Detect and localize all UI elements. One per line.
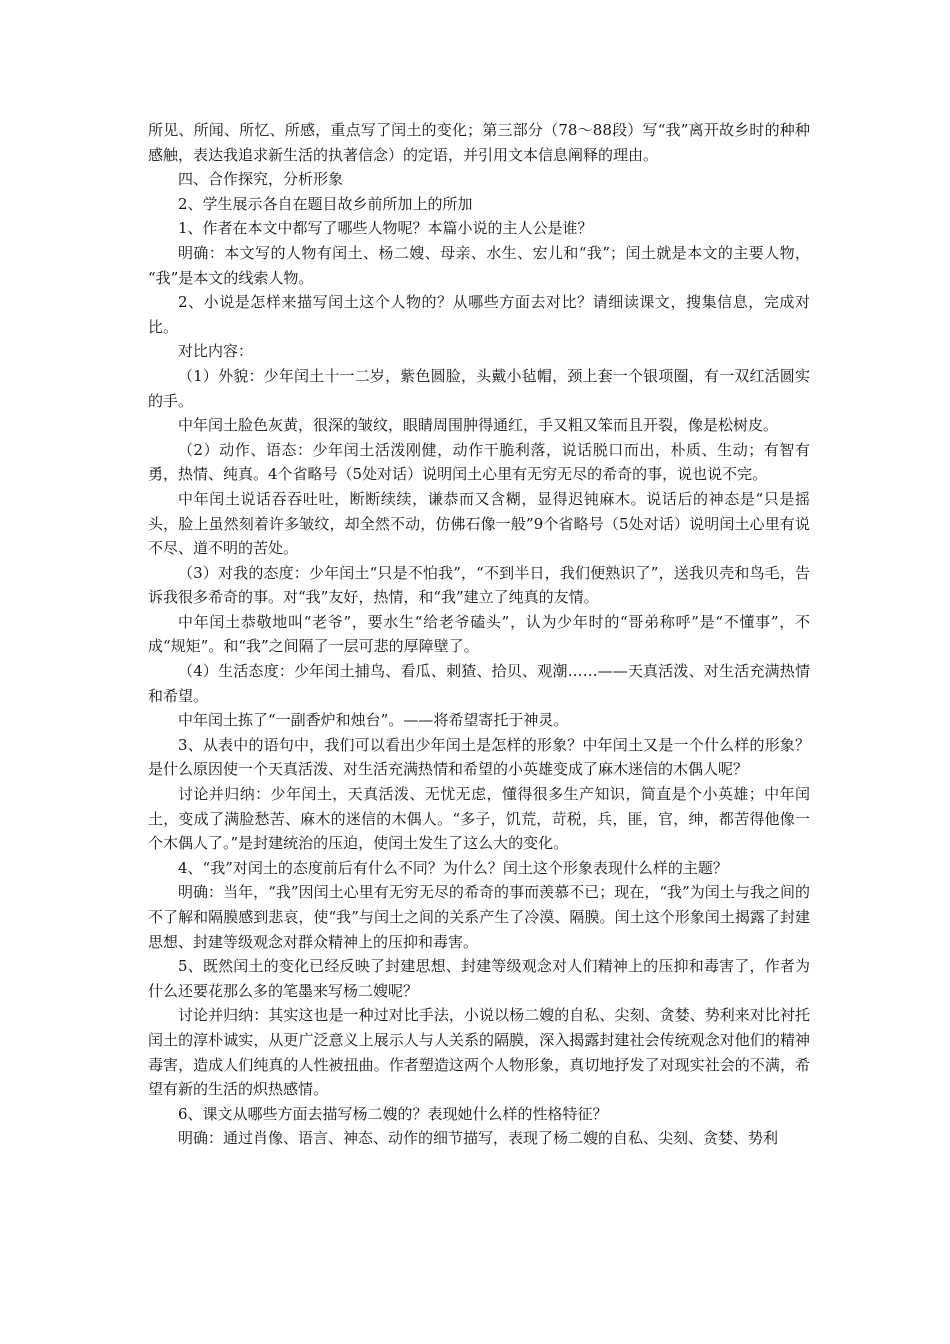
comparison-paragraph: （4）生活态度：少年闰土捕鸟、看瓜、刺猹、拾贝、观潮……——天真活泼、对生活充满热情和希望。 (148, 662, 810, 705)
comparison-paragraph: 中年闰土脸色灰黄，很深的皱纹，眼睛周围肿得通红，手又粗又笨而且开裂，像是松树皮。 (178, 416, 779, 435)
question-paragraph: 6、课文从哪些方面去描写杨二嫂的？表现她什么样的性格特征？ (178, 1104, 608, 1123)
document-page (148, 118, 810, 1151)
comparison-paragraph: 中年闰土恭敬地叫“老爷”，要水生“给老爷磕头”，认为少年时的“哥弟称呼”是“不懂事”，不成“规矩”。和“我”之间隔了一层可悲的厚障壁了。 (148, 612, 810, 656)
answer-paragraph: 讨论并归纳：少年闰土，天真活泼、无忧无虑，懂得很多生产知识，简直是个小英雄；中年闰土，变成了满脸愁苦、麻木的迷信的木偶人。“多子，饥荒，苛税，兵，匪，官，绅，都苦得他像一个木偶人了。”是封建统治的压迫，使闰土发生了这么大的变化。 (148, 785, 810, 853)
comparison-paragraph: （2）动作、语态：少年闰土活泼刚健，动作干脆利落，说话脱口而出，朴质、生动；有智有勇，热情、纯真。4个省略号（5处对话）说明闰土心里有无穷无尽的希奇的事，说也说不完。 (148, 440, 810, 484)
answer-paragraph: 明确：通过肖像、语言、神态、动作的细节描写，表现了杨二嫂的自私、尖刻、贪婪、势利 (178, 1129, 779, 1148)
question-paragraph: 4、“我”对闰土的态度前后有什么不同？为什么？闰土这个形象表现什么样的主题？ (178, 858, 728, 877)
section-heading: 四、合作探究，分析形象 (178, 170, 344, 189)
question-paragraph: 3、从表中的语句中，我们可以看出少年闰土是怎样的形象？中年闰土又是一个什么样的形象？是什么原因使一个天真活泼、对生活充满热情和希望的小英雄变成了麻木迷信的木偶人呢？ (148, 735, 810, 779)
answer-paragraph: 明确：当年，“我”因闰土心里有无穷无尽的希奇的事而羡慕不已；现在，“我”为闰土与我之间的不了解和隔膜感到悲哀，使“我”与闰土之间的关系产生了冷漠、隔膜。闰土这个形象闰土揭露了封建思想、封建等级观念对群众精神上的压抑和毒害。 (148, 883, 810, 951)
comparison-paragraph: （1）外貌：少年闰土十一二岁，紫色圆脸，头戴小毡帽，颈上套一个银项圈，有一双红活圆实的手。 (148, 366, 810, 410)
comparison-paragraph: （3）对我的态度：少年闰土“只是不怕我”，“不到半日，我们便熟识了”，送我贝壳和鸟毛，告诉我很多希奇的事。对“我”友好，热情，和“我”建立了纯真的友情。 (148, 563, 810, 607)
paragraph: 对比内容： (178, 342, 254, 361)
paragraph-intro-continuation: 所见、所闻、所忆、所感，重点写了闰土的变化；第三部分（78～88段）写“我”离开故乡时的种种感触，表达我追求新生活的执著信念）的定语，并引用文本信息阐释的理由。 (148, 121, 810, 164)
question-paragraph: 1、作者在本文中都写了哪些人物呢？本篇小说的主人公是谁？ (178, 219, 593, 238)
question-paragraph: 2、小说是怎样来描写闰土这个人物的？从哪些方面去对比？请细读课文，搜集信息，完成对比。 (148, 293, 810, 336)
comparison-paragraph: 中年闰土说话吞吞吐吐，断断续续，谦恭而又含糊，显得迟钝麻木。说话后的神态是“只是摇头，脸上虽然刻着许多皱纹，却全然不动，仿佛石像一般”9个省略号（5处对话）说明闰土心里有说不尽、道不明的苦处。 (148, 489, 810, 558)
answer-paragraph: 讨论并归纳：其实这也是一种过对比手法，小说以杨二嫂的自私、尖刻、贪婪、势利来对比衬托闰土的淳朴诚实，从更广泛意义上展示人与人关系的隔膜，深入揭露封建社会传统观念对他们的精神毒害，造成人们纯真的人性被扭曲。作者塑造这两个人物形象，真切地抒发了对现实社会的不满，希望有新的生活的炽热感情。 (148, 1006, 810, 1099)
paragraph: 2、学生展示各自在题目故乡前所加上的所加 (178, 194, 473, 213)
question-paragraph: 5、既然闰土的变化已经反映了封建思想、封建等级观念对人们精神上的压抑和毒害了，作者为什么还要花那么多的笔墨来写杨二嫂呢？ (148, 957, 810, 1000)
answer-paragraph: 明确：本文写的人物有闰土、杨二嫂、母亲、水生、宏儿和“我”；闰土就是本文的主要人物， “我”是本文的线索人物。 (148, 243, 810, 287)
comparison-paragraph: 中年闰土拣了“一副香炉和烛台”。——将希望寄托于神灵。 (178, 711, 569, 730)
